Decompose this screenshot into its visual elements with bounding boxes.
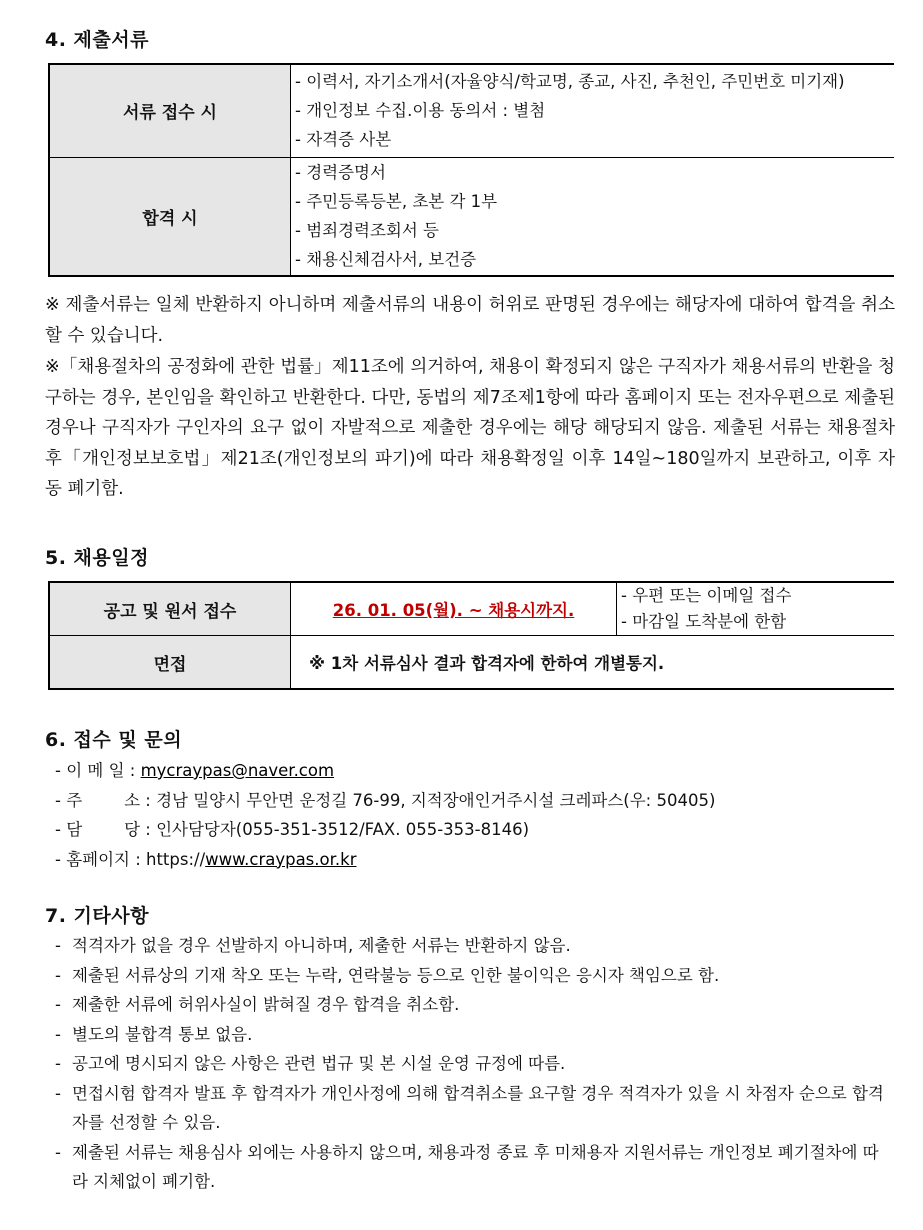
address-value: 경남 밀양시 무안면 운정길 76-99, 지적장애인거주시설 크레파스(우: 50405)	[156, 790, 716, 810]
notes-cell	[617, 582, 895, 636]
list-item: - 경력증명서	[295, 163, 386, 183]
list-item	[55, 786, 715, 816]
email-link[interactable]: mycraypas@naver.com	[140, 761, 335, 780]
row-body	[291, 64, 895, 157]
address-label: - 주 소 :	[55, 790, 157, 810]
bullet-dash: -	[55, 936, 61, 955]
row-header: 면접	[49, 636, 291, 690]
row-header: 합격 시	[49, 157, 291, 276]
list-item	[55, 815, 715, 845]
homepage-label: - 홈페이지 : https://	[55, 849, 206, 869]
item-text: 공고에 명시되지 않은 사항은 관련 법규 및 본 시설 운영 규정에 따름.	[72, 1054, 566, 1073]
bullet-dash: -	[55, 1054, 61, 1073]
date-range: 26. 01. 05(월). ~ 채용시까지.	[332, 601, 575, 620]
section-4-title: 4. 제출서류	[45, 29, 149, 51]
contact-list	[55, 756, 715, 874]
documents-table	[48, 63, 894, 277]
list-item	[55, 845, 715, 875]
section-7-title: 7. 기타사항	[45, 905, 149, 927]
list-item	[55, 961, 885, 991]
list-item: - 마감일 도착분에 한함	[621, 612, 787, 631]
list-item	[55, 1079, 885, 1138]
homepage-link[interactable]: www.craypas.or.kr	[205, 849, 357, 869]
list-item: - 주민등록등본, 초본 각 1부	[295, 192, 498, 212]
list-item	[55, 756, 715, 786]
list-item	[55, 1138, 885, 1197]
bullet-dash: -	[55, 1142, 61, 1162]
item-text: 별도의 불합격 통보 없음.	[72, 1024, 253, 1044]
section-5-title: 5. 채용일정	[45, 547, 149, 569]
table-row	[49, 582, 894, 636]
bullet-dash: -	[55, 965, 61, 985]
list-item	[55, 1049, 885, 1079]
other-notes-list	[55, 931, 885, 1197]
row-header: 공고 및 원서 접수	[49, 582, 291, 636]
list-item: - 이력서, 자기소개서(자율양식/학교명, 종교, 사진, 추천인, 주민번호 미기재)	[295, 72, 845, 92]
list-item: - 범죄경력조회서 등	[295, 221, 439, 241]
table-row	[49, 157, 894, 276]
list-item	[55, 990, 885, 1020]
table-row	[49, 636, 894, 690]
item-text: 면접시험 합격자 발표 후 합격자가 개인사정에 의해 합격취소를 요구할 경우 적격자가 있을 시 차점자 순으로 합격자를 선정할 수 있음.	[72, 1083, 884, 1132]
item-text: 제출된 서류상의 기재 착오 또는 누락, 연락불능 등으로 인한 불이익은 응시자 책임으로 함.	[72, 965, 720, 985]
list-item: - 우편 또는 이메일 접수	[621, 586, 792, 605]
list-item: - 자격증 사본	[295, 130, 392, 150]
contact-label: - 담 당 :	[55, 820, 157, 839]
contact-value: 인사담당자(055-351-3512/FAX. 055-353-8146)	[156, 820, 530, 839]
note-return: ※ 제출서류는 일체 반환하지 아니하며 제출서류의 내용이 허위로 판명된 경우에는 해당자에 대하여 합격을 취소할 수 있습니다.	[45, 295, 895, 346]
list-item	[55, 931, 885, 961]
interview-notice: ※ 1차 서류심사 결과 합격자에 한하여 개별통지.	[291, 636, 895, 690]
bullet-dash: -	[55, 995, 61, 1014]
table-row	[49, 64, 894, 157]
list-item: - 개인정보 수집.이용 동의서 : 별첨	[295, 101, 546, 121]
schedule-table	[48, 581, 894, 690]
row-header: 서류 접수 시	[49, 64, 291, 157]
list-item	[55, 1020, 885, 1050]
section-6-title: 6. 접수 및 문의	[45, 729, 183, 751]
row-body	[291, 157, 895, 276]
item-text: 적격자가 없을 경우 선발하지 아니하며, 제출한 서류는 반환하지 않음.	[72, 936, 571, 955]
list-item: - 채용신체검사서, 보건증	[295, 250, 477, 270]
note-law: ※「채용절차의 공정화에 관한 법률」제11조에 의거하여, 채용이 확정되지 않은 구직자가 채용서류의 반환을 청구하는 경우, 본인임을 확인하고 반환한다. 다만, 동법의 제7조제1항에 따라 홈페이지 또는 전자우편으로 제출된 경우나 구직자가 구인자의 요구 없이 자발적으로 제출한 경우에는 해당 해당되지 않음. 제출된 서류는 채용절차 후「개인정보보호법」제21조(개인정보의 파기)에 따라 채용확정일 이후 14일~180일까지 보관하고, 이후 자동 폐기함.	[45, 357, 895, 499]
date-cell	[291, 582, 617, 636]
item-text: 제출된 서류는 채용심사 외에는 사용하지 않으며, 채용과정 종료 후 미채용자 지원서류는 개인정보 폐기절차에 따라 지체없이 폐기함.	[72, 1142, 879, 1191]
item-text: 제출한 서류에 허위사실이 밝혀질 경우 합격을 취소함.	[72, 995, 460, 1014]
bullet-dash: -	[55, 1083, 61, 1103]
bullet-dash: -	[55, 1024, 61, 1044]
email-label: - 이 메 일 :	[55, 761, 141, 780]
